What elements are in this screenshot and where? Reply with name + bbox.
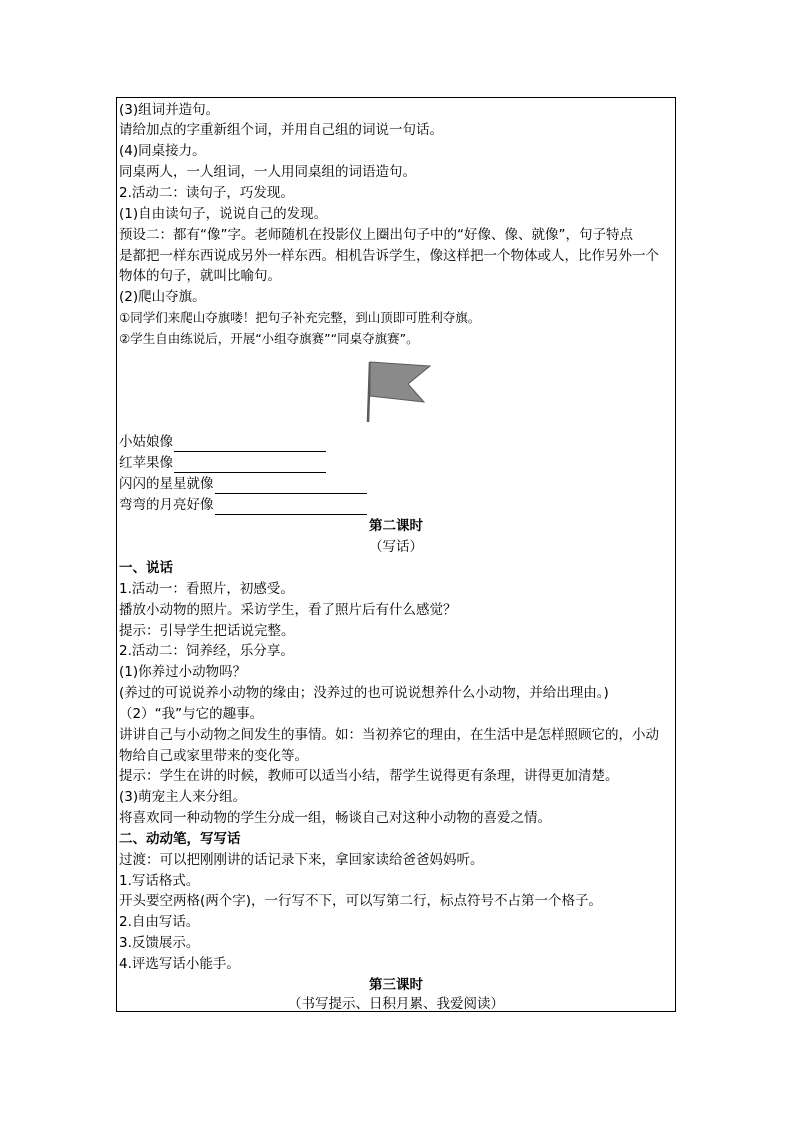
text-line: 提示：学生在讲的时候，教师可以适当小结，帮学生说得更有条理，讲得更加清楚。 (119, 768, 619, 784)
text-line: (养过的可说说养小动物的缘由；没养过的也可说说想养什么小动物，并给出理由。) (119, 685, 609, 701)
text-line: 2.活动二：饲养经，乐分享。 (119, 643, 294, 659)
text-line: (1)你养过小动物吗？ (119, 664, 247, 680)
text-line: 1.活动一：看照片，初感受。 (119, 581, 294, 597)
text-line: （2）“我”与它的趣事。 (119, 706, 264, 722)
text-line: (3)萌宠主人来分组。 (119, 789, 247, 805)
blank-row (119, 432, 326, 452)
text-line: 讲讲自己与小动物之间发生的事情。如：当初养它的理由，在生活中是怎样照顾它的，小动 (119, 727, 659, 743)
text-line: 将喜欢同一种动物的学生分成一组，畅谈自己对这种小动物的喜爱之情。 (119, 810, 551, 826)
text-line: 物体的句子，就叫比喻句。 (119, 268, 281, 284)
text-line: ②学生自由练说后，开展“小组夺旗赛”“同桌夺旗赛”。 (119, 331, 419, 346)
text-line: (1)自由读句子，说说自己的发现。 (119, 206, 328, 222)
flag-icon (364, 358, 434, 424)
text-line: 提示：引导学生把话说完整。 (119, 623, 295, 639)
text-line: 2.活动二：读句子，巧发现。 (119, 185, 294, 201)
blank-row (119, 474, 367, 494)
section-heading: 一、说话 (119, 560, 173, 576)
blank-prompt: 小姑娘像 (119, 434, 173, 450)
answer-blank (215, 498, 367, 515)
blank-prompt: 红苹果像 (119, 455, 173, 471)
lesson-subtitle: （书写提示、日积月累、我爱阅读） (288, 996, 504, 1012)
text-line: 预设二：都有“像”字。老师随机在投影仪上圈出句子中的“好像、像、就像”，句子特点 (119, 227, 633, 243)
text-line: 过渡：可以把刚刚讲的话记录下来，拿回家读给爸爸妈妈听。 (119, 852, 484, 868)
text-line: 同桌两人，一人组词，一人用同桌组的词语造句。 (119, 164, 416, 180)
text-line: 2.自由写话。 (119, 914, 200, 930)
text-line: (4)同桌接力。 (119, 143, 206, 159)
lesson-subtitle: （写话） (369, 539, 423, 555)
text-line: 3.反馈展示。 (119, 935, 200, 951)
text-line: (2)爬山夺旗。 (119, 289, 206, 305)
blank-prompt: 闪闪的星星就像 (119, 476, 214, 492)
answer-blank (174, 456, 326, 473)
text-line: ①同学们来爬山夺旗喽！把句子补充完整，到山顶即可胜利夺旗。 (119, 310, 481, 325)
text-line: 1.写话格式。 (119, 873, 200, 889)
text-line: 请给加点的字重新组个词，并用自己组的词说一句话。 (119, 122, 443, 138)
text-line: (3)组词并造句。 (119, 102, 220, 118)
lesson-title: 第二课时 (369, 518, 423, 534)
blank-prompt: 弯弯的月亮好像 (119, 497, 214, 513)
text-line: 4.评选写话小能手。 (119, 956, 240, 972)
text-line: 播放小动物的照片。采访学生，看了照片后有什么感觉？ (119, 602, 457, 618)
blank-row (119, 453, 326, 473)
lesson-title: 第三课时 (369, 977, 423, 993)
answer-blank (215, 477, 367, 494)
text-line: 是都把一样东西说成另外一样东西。相机告诉学生，像这样把一个物体或人，比作另外一个 (119, 248, 659, 264)
text-line: 物给自己或家里带来的变化等。 (119, 748, 308, 764)
text-line: 开头要空两格(两个字)，一行写不下，可以写第二行，标点符号不占第一个格子。 (119, 893, 603, 909)
section-heading: 二、动动笔，写写话 (119, 831, 241, 847)
blank-row (119, 495, 367, 515)
answer-blank (174, 435, 326, 452)
